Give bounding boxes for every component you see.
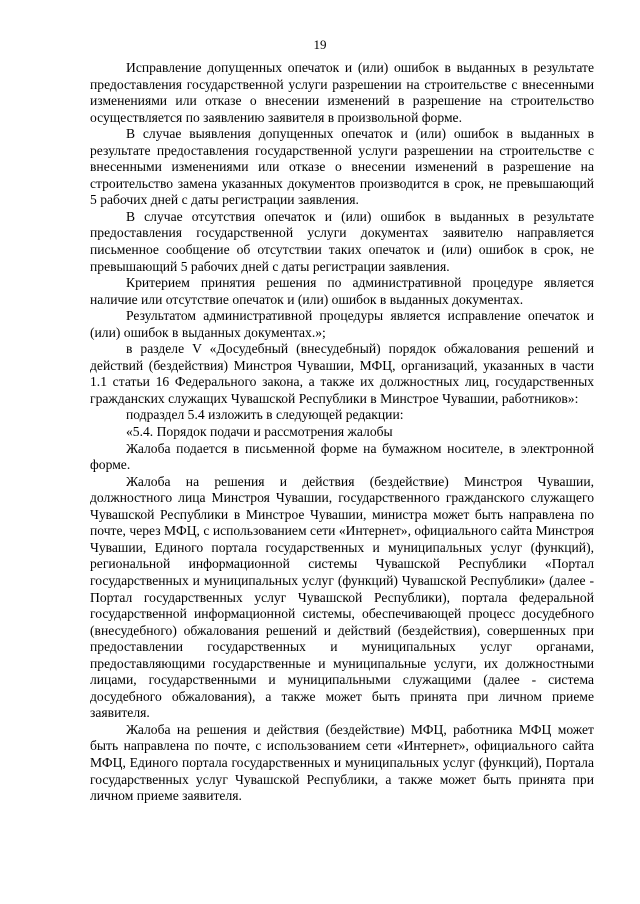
paragraph-subsection-heading: «5.4. Порядок подачи и рассмотрения жалобы (126, 424, 393, 440)
paragraph-procedure-result: Результатом административной процедуры является исправление опечаток и (или) ошибок в выданных документах.»; (90, 308, 594, 340)
paragraph-correction-request: Исправление допущенных опечаток и (или) ошибок в выданных в результате предоставления государственной услуги разрешении на строительстве с внесенными изменениями или отказе о внесении изменений в разрешение на строительство осуществляется по заявлению заявителя в произвольной форме. (90, 60, 594, 125)
document-body (90, 60, 594, 805)
paragraph-section-v: в разделе V «Досудебный (внесудебный) порядок обжалования решений и действий (бездействия) Минстроя Чувашии, МФЦ, организаций, указанных в части 1.1 статьи 16 Федерального закона, а также их должностных лиц, государственных гражданских служащих Чувашской Республики в Минстрое Чувашии, работников»: (90, 341, 594, 406)
paragraph-complaint-ministry: Жалоба на решения и действия (бездействие) Минстроя Чувашии, должностного лица Минстроя Чувашии, государственного гражданского служащего Чувашской Республики в Минстрое Чувашии, министра может быть направлена по почте, через МФЦ, с использованием сети «Интернет», официального сайта Минстроя Чувашии, Единого портала государственных и муниципальных услуг (функций), региональной информационной системы Чувашской Республики «Портал государственных и муниципальных услуг (функций) Чувашской Республики» (далее - Портал государственных услуг Чувашской Республики), портала федеральной государственной информационной системы, обеспечивающей процесс досудебного (внесудебного) обжалования решений и действий (бездействия), совершенных при предоставлении государственных и муниципальных услуг органами, предоставляющими государственные и муниципальные услуги, их должностными лицами, государственными и муниципальными служащими (далее - система досудебного обжалования), а также может быть принята при личном приеме заявителя. (90, 473, 594, 721)
page-number: 19 (313, 37, 327, 52)
paragraph-subsection-instruction: подраздел 5.4 изложить в следующей редакции: (126, 407, 404, 423)
paragraph-errors-detected: В случае выявления допущенных опечаток и (или) ошибок в выданных в результате предоставления государственной услуги разрешении на строительстве с внесенными изменениями или отказе о внесении изменений в разрешение на строительство замена указанных документов производится в срок, не превышающий 5 рабочих дней с даты регистрации заявления. (90, 126, 594, 208)
paragraph-no-errors: В случае отсутствия опечаток и (или) ошибок в выданных в результате предоставления государственной услуги документах заявителю направляется письменное сообщение об отсутствии таких опечаток и (или) ошибок в срок, не превышающий 5 рабочих дней с даты регистрации заявления. (90, 208, 594, 274)
paragraph-complaint-mfc: Жалоба на решения и действия (бездействие) МФЦ, работника МФЦ может быть направлена по почте, с использованием сети «Интернет», официального сайта МФЦ, Единого портала государственных и муниципальных услуг (функций), Портала государственных услуг Чувашской Республики, а также может быть принята при личном приеме заявителя. (90, 721, 594, 804)
paragraph-complaint-form: Жалоба подается в письменной форме на бумажном носителе, в электронной форме. (90, 440, 594, 473)
paragraph-decision-criterion: Критерием принятия решения по административной процедуре является наличие или отсутствие опечаток и (или) ошибок в выданных документах. (90, 275, 594, 307)
